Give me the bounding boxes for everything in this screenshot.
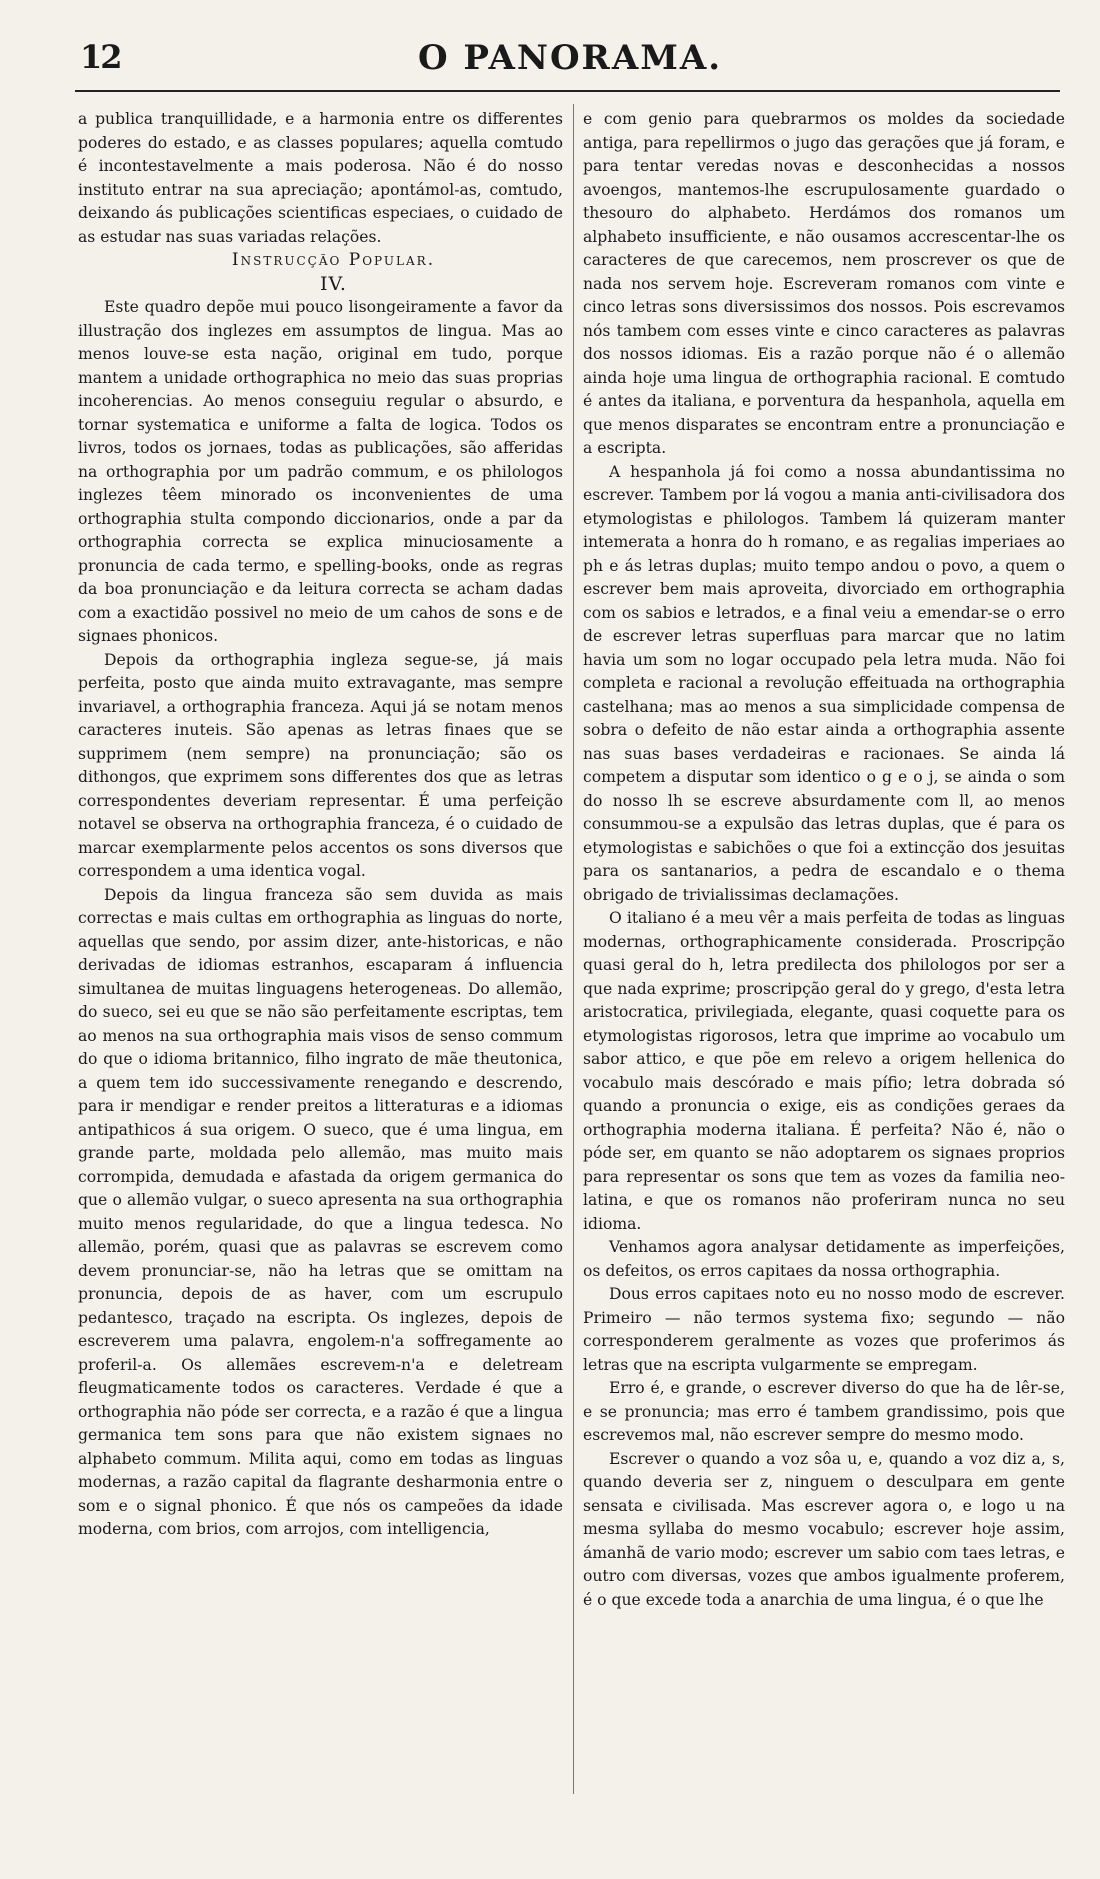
paragraph: a publica tranquillidade, e a harmonia entre os differentes poderes do estado, e as classes populares; aquella comtudo é incontestavelmente a mais poderosa. Não é do nosso instituto entrar na sua apreciação; apontámol-as, comtudo, deixando ás publicações scientificas especiaes, o cuidado de as estudar nas suas variadas relações. [78,110,563,246]
paragraph: Dous erros capitaes noto eu no nosso modo de escrever. Primeiro — não termos systema fixo; segundo — não corresponderem geralmente as vozes que proferimos ás letras que na escripta vulgarmente se empregam. [583,1285,1065,1374]
paragraph: Depois da orthographia ingleza segue-se, já mais perfeita, posto que ainda muito extravagante, mas sempre invariavel, a orthographia franceza. Aqui já se notam menos caracteres inuteis. São apenas as letras finaes que se supprimem (nem sempre) na pronunciação; são os dithongos, que exprimem sons differentes dos que as letras correspondentes deveriam representar. É uma perfeição notavel se observa na orthographia franceza, é o cuidado de marcar exemplarmente pelos accentos os sons diversos que correspondem a uma identica vogal. [78,650,563,880]
paragraph: O italiano é a meu vêr a mais perfeita de todas as linguas modernas, orthographicamente considerada. Proscripção quasi geral do h, letra predilecta dos philologos por ser a que nada exprime; proscripção geral do y grego, d'esta letra aristocratica, privilegiada, elegante, quasi coquette para os etymologistas rigorosos, letra que imprime ao vocabulo um sabor attico, e que põe em relevo a origem hellenica do vocabulo mais descórado e mais pífio; letra dobrada só quando a pronuncia o exige, eis as condições geraes da orthographia moderna italiana. É perfeita? Não é, não o póde ser, em quanto se não adoptarem os signaes proprios para representar os sons que tem as vozes da familia neo-latina, e que os romanos não proferiram nunca no seu idioma. [583,909,1065,1233]
paragraph: Depois da lingua franceza são sem duvida as mais correctas e mais cultas em orthographia as linguas do norte, aquellas que sendo, por assim dizer, ante-historicas, e não derivadas de idiomas estranhos, escaparam á influencia simultanea de muitas linguagens heterogeneas. Do allemão, do sueco, sei eu que se não são perfeitamente escriptas, tem ao menos na sua orthographia mais visos de senso commum do que o idioma britannico, filho ingrato de mãe theutonica, a quem tem ido successivamente renegando e descrendo, para ir mendigar e render preitos a litteraturas e a idiomas antipathicos á sua origem. O sueco, que é uma lingua, em grande parte, moldada pelo allemão, mas muito mais corrompida, demudada e afastada da origem germanica do que o allemão vulgar, o sueco apresenta na sua orthographia muito menos regularidade, do que a lingua tedesca. No allemão, porém, quasi que as palavras se escrevem como devem pronunciar-se, não ha letras que se omittam na pronuncia, depois de as haver, com um escrupulo pedantesco, traçado na escripta. Os inglezes, depois de escreverem uma palavra, engolem-n'a soffregamente ao proferil-a. Os allemães escrevem-n'a e deletream fleugmaticamente todos os caracteres. Verdade é que a orthographia não póde ser correcta, e a razão é que a lingua germanica tem sons para que não existem signaes no alphabeto commum. Milita aqui, como em todas as linguas modernas, a razão capital da flagrante desharmonia entre o som e o signal phonico. É que nós os campeões da idade moderna, com brios, com arrojos, com intelligencia, [78,885,563,1538]
paragraph: Escrever o quando a voz sôa u, e, quando a voz diz a, s, quando deveria ser z, ninguem o desculpara em gente sensata e civilisada. Mas escrever agora o, e logo u na mesma syllaba do mesmo vocabulo; escrever hoje assim, ámanhã de vario modo; escrever um sabio com taes letras, e outro com diversas, vozes que ambos igualmente proferem, é o que excede toda a anarchia de uma lingua, é o que lhe [583,1449,1065,1609]
journal-title: O PANORAMA. [417,38,723,78]
column-divider [573,104,574,1794]
right-column [583,108,1065,1808]
paragraph: e com genio para quebrarmos os moldes da sociedade antiga, para repellirmos o jugo das gerações que já foram, e para tentar veredas novas e desconhecidas a nossos avoengos, mantemos-lhe escrupulosamente guardado o thesouro do alphabeto. Herdámos dos romanos um alphabeto insufficiente, e não ousamos accrescentar-lhe os caracteres de que carecemos, nem proscrever os que de nada nos servem hoje. Escreveram romanos com vinte e cinco letras sons diversissimos dos nossos. Pois escrevamos nós tambem com esses vinte e cinco caracteres as palavras dos nossos idiomas. Eis a razão porque não é o allemão ainda hoje uma lingua de orthographia racional. E comtudo é antes da italiana, e porventura da hespanhola, aquella em que menos disparates se encontram entre a pronunciação e a escripta. [583,110,1065,457]
page-header [80,38,1060,78]
page-number: 12 [80,38,121,76]
section-title: Instrucção Popular. [231,250,436,270]
section-number: IV. [320,272,347,295]
left-column [78,108,563,1808]
paragraph: A hespanhola já foi como a nossa abundantissima no escrever. Tambem por lá vogou a mania anti-civilisadora dos etymologistas e philologos. Tambem lá quizeram manter intemerata a honra do h romano, e as regalias imperiaes ao ph e ás letras duplas; muito tempo andou o povo, a quem o escrever bem mais aproveita, divorciado em orthographia com os sabios e letrados, e a final veiu a emendar-se o erro de escrever letras superfluas para marcar que no latim havia um som no logar occupado pela letra muda. Não foi completa e racional a revolução effeituada na orthographia castelhana; mas ao menos a sua simplicidade compensa de sobra o defeito de não estar ainda a orthographia assente nas suas bases verdadeiras e racionaes. Se ainda lá competem a disputar som identico o g e o j, se ainda o som do nosso lh se escreve absurdamente com ll, ao menos consummou-se a expulsão das letras duplas, que é para os etymologistas e sabichões o que foi a extincção dos jesuitas para os santanarios, a pedra de escandalo e o thema obrigado de trivialissimas declamações. [583,462,1065,904]
paragraph: Venhamos agora analysar detidamente as imperfeições, os defeitos, os erros capitaes da nossa orthographia. [583,1238,1065,1280]
paragraph: Este quadro depõe mui pouco lisongeiramente a favor da illustração dos inglezes em assumptos de lingua. Mas ao menos louve-se esta nação, original em tudo, porque mantem a unidade orthographica no meio das suas proprias incoherencias. Ao menos conseguiu regular o absurdo, e tornar systematica e uniforme a falta de logica. Todos os livros, todos os jornaes, todas as publicações, são afferidas na orthographia por um padrão commum, e os philologos inglezes têem minorado os inconvenientes de uma orthographia stulta compondo diccionarios, onde a par da orthographia correcta se explica minuciosamente a pronuncia de cada termo, e spelling-books, onde as regras da boa pronunciação e da leitura correcta se acham dadas com a exactidão possivel no meio de um cahos de sons e de signaes phonicos. [78,298,563,645]
paragraph: Erro é, e grande, o escrever diverso do que ha de lêr-se, e se pronuncia; mas erro é tambem grandissimo, pois que escrevemos mal, não escrever sempre do mesmo modo. [583,1379,1065,1444]
header-rule [75,90,1060,92]
